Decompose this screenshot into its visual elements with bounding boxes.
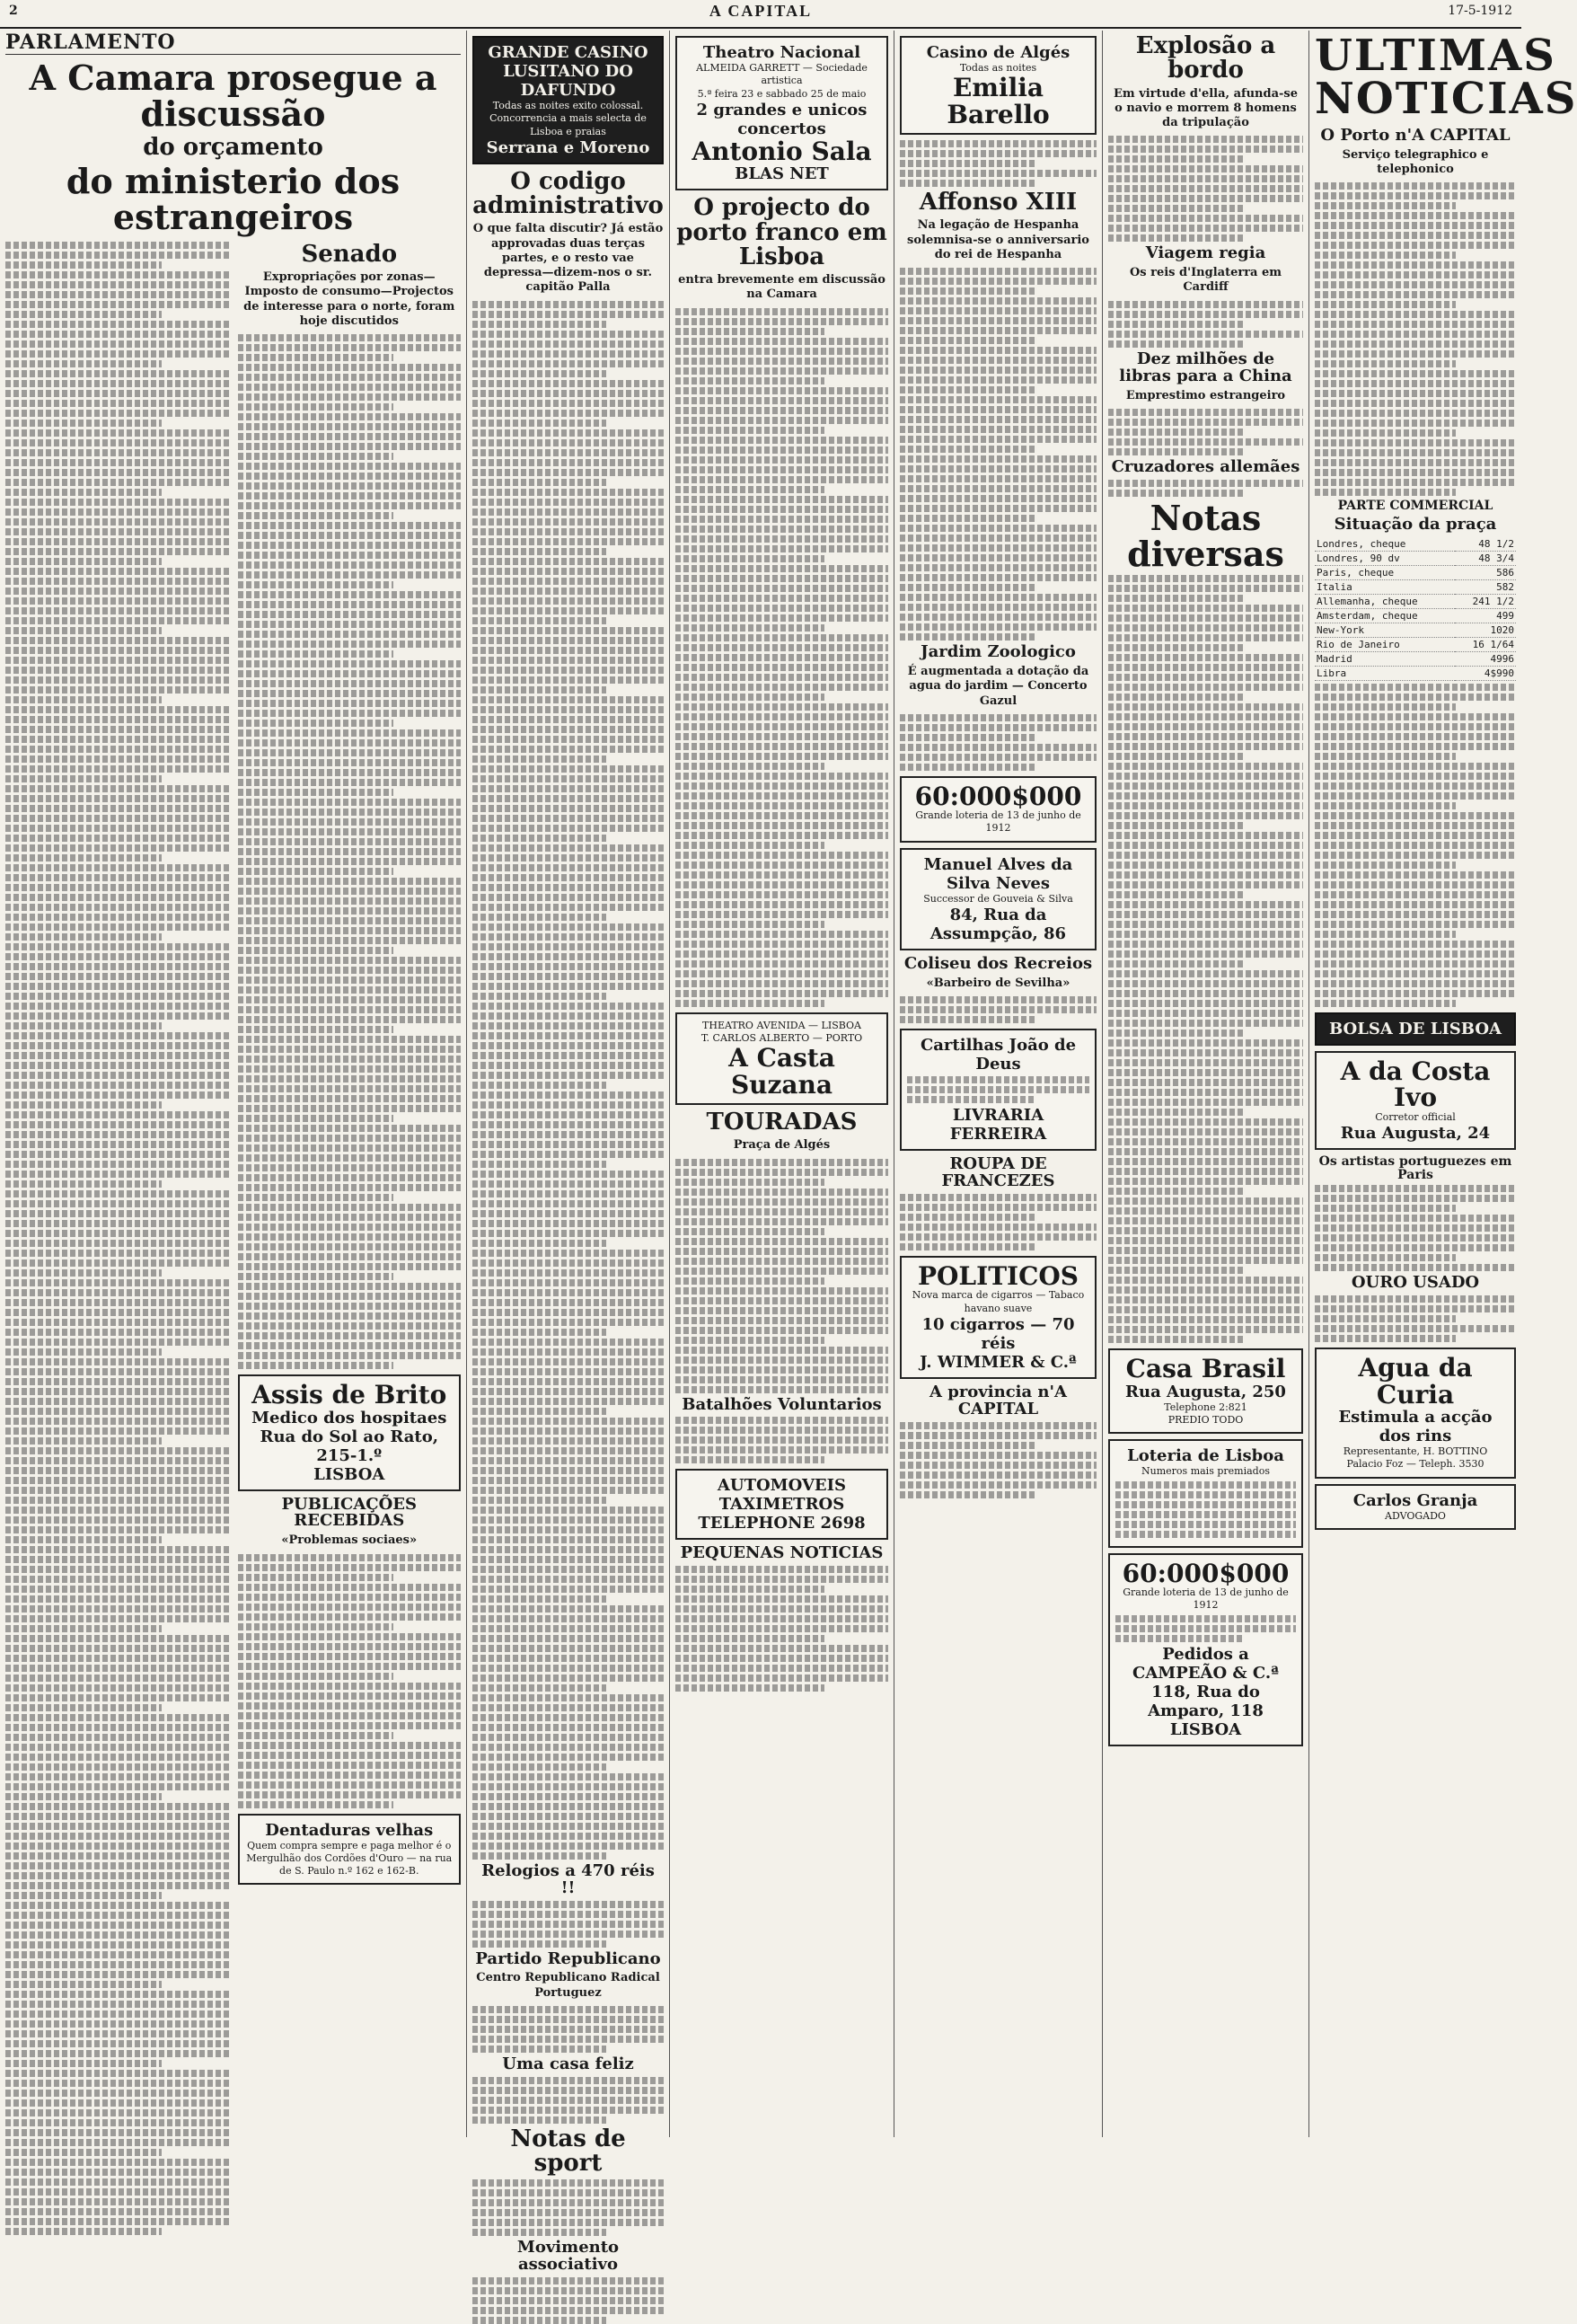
ad-costa-ivo: [1315, 1051, 1516, 1150]
alges-title: Casino de Algés: [926, 43, 1070, 62]
viagem-title: Viagem regia: [1145, 243, 1266, 263]
costa-subtitle: Corretor official: [1375, 1110, 1456, 1123]
ouro-title: OURO USADO: [1351, 1273, 1480, 1293]
casa-feliz-title: Uma casa feliz: [502, 2054, 634, 2073]
coliseu-subtitle: «Barbeiro de Sevilha»: [926, 976, 1070, 990]
theatro-subtitle: ALMEIDA GARRETT — Sociedade artistica: [696, 62, 868, 87]
cambio-row: [1315, 565, 1516, 579]
codigo-title: O codigo administrativo: [472, 167, 664, 220]
porto-franco-subtitle: entra brevemente em discussão na Camara: [678, 273, 885, 302]
cambio-place: Paris, cheque: [1315, 565, 1455, 579]
porto-franco-title: O projecto do porto franco em Lisboa: [676, 194, 887, 270]
column-parlamento: [0, 31, 467, 2137]
theatro-show: 2 grandes e unicos concertos: [696, 100, 868, 138]
cambio-place: Londres, cheque: [1315, 537, 1455, 552]
explosao-title: Explosão a bordo: [1135, 32, 1276, 84]
casino-title: GRANDE CASINO LUSITANO DO DAFUNDO: [488, 43, 648, 100]
cambio-row: [1315, 651, 1516, 666]
curia-representative: Representante, H. BOTTINO: [1343, 1445, 1488, 1458]
politicos-price: 10 cigarros — 70 réis: [921, 1314, 1075, 1353]
cambio-row: [1315, 594, 1516, 608]
relogios-title: Relogios a 470 réis !!: [481, 1860, 655, 1897]
alges-performer: Emilia Barello: [947, 73, 1050, 129]
cambio-rate: 1020: [1455, 623, 1516, 637]
granja-title: Carlos Granja: [1352, 1490, 1478, 1510]
cambio-row: [1315, 579, 1516, 594]
ad-politicos: [900, 1256, 1097, 1379]
milhoes-title: Dez milhões de libras para a China: [1119, 349, 1292, 385]
costa-address: Rua Augusta, 24: [1340, 1124, 1491, 1144]
ad-cartilhas: [900, 1029, 1097, 1151]
issue-date: 17-5-1912: [1448, 4, 1512, 18]
dentaduras-title: Dentaduras velhas: [265, 1820, 434, 1840]
movimento-title: Movimento associativo: [516, 2238, 620, 2275]
ad-casa-brasil: [1108, 1348, 1303, 1434]
touradas-title: TOURADAS: [706, 1109, 858, 1136]
cambio-rate: 48 3/4: [1455, 551, 1516, 565]
assis-address: Rua do Sol ao Rato, 215-1.º: [260, 1427, 438, 1465]
column-4: [894, 31, 1103, 2137]
cambio-rate: 16 1/64: [1455, 637, 1516, 651]
politicos-title: POLITICOS: [917, 1260, 1079, 1291]
cambio-row: [1315, 623, 1516, 637]
neves-address: 84, Rua da Assumpção, 86: [929, 906, 1067, 944]
explosao-subtitle: Em virtude d'ella, afunda-se o navio e morrem 8 homens da tripulação: [1114, 86, 1298, 130]
cambio-place: Libra: [1315, 666, 1455, 680]
curia-subtitle: Estimula a acção dos rins: [1338, 1408, 1493, 1446]
ad-bolsa-lisboa: [1315, 1012, 1516, 1046]
ad-theatro-avenida: [675, 1012, 888, 1105]
campeao-city: LISBOA: [1169, 1719, 1242, 1739]
theatro-date: 5.ª feira 23 e sabbado 25 de maio: [697, 87, 867, 100]
casino-text: Todas as noites exito colossal. Concorrencia a mais selecta de Lisboa e praias: [489, 100, 647, 137]
ad-automoveis: [675, 1469, 888, 1540]
afonso-subtitle: Na legação de Hespanha solemnisa-se o anniversario do rei de Hespanha: [907, 218, 1089, 261]
viagem-subtitle: Os reis d'Inglaterra em Cardiff: [1129, 266, 1282, 295]
cambio-row: [1315, 551, 1516, 565]
milhoes-subtitle: Emprestimo estrangeiro: [1125, 388, 1286, 402]
cambio-place: New-York: [1315, 623, 1455, 637]
cambio-rate: 48 1/2: [1455, 537, 1516, 552]
cambio-rate: 499: [1455, 608, 1516, 623]
casa-brasil-title: Casa Brasil: [1125, 1354, 1286, 1384]
campeao-title: Pedidos a CAMPEÃO & C.ª: [1132, 1644, 1279, 1683]
cambio-place: Amsterdam, cheque: [1315, 608, 1455, 623]
avenida-show: A Casta Suzana: [728, 1043, 835, 1100]
politicos-maker: J. WIMMER & C.ª: [920, 1352, 1077, 1372]
cambio-place: Madrid: [1315, 651, 1455, 666]
avenida-title: THEATRO AVENIDA — LISBOA: [702, 1019, 861, 1031]
notas-diversas-title: Notas diversas: [1127, 497, 1284, 574]
assis-role: Medico dos hospitaes: [251, 1408, 447, 1427]
porto-capital-subtitle: Serviço telegraphico e telephonico: [1342, 147, 1489, 177]
codigo-subtitle: O que falta discutir? Já estão approvadas duas terças partes, e o resto vae depressa—dizem-nos o sr. capitão Palla: [472, 222, 664, 295]
casa-brasil-tag: PREDIO TODO: [1167, 1414, 1244, 1427]
coliseu-title: Coliseu dos Recreios: [903, 954, 1093, 974]
cambio-place: Italia: [1315, 579, 1455, 594]
loteria-lisboa-title: Loteria de Lisboa: [1127, 1446, 1284, 1466]
parlamento-left-text: [5, 239, 229, 2238]
column-2: [467, 31, 670, 2275]
cambio-rate: 4$990: [1455, 666, 1516, 680]
roupa-title: ROUPA DE FRANCEZES: [941, 1154, 1055, 1191]
neves-name: Manuel Alves da Silva Neves: [923, 854, 1073, 893]
situacao-title: Situação da praça: [1334, 515, 1497, 535]
senado-article: [238, 239, 462, 2238]
casa-brasil-address: Rua Augusta, 250: [1125, 1382, 1286, 1401]
column-6: [1309, 31, 1577, 2137]
avenida-subtitle: T. CARLOS ALBERTO — PORTO: [700, 1031, 863, 1044]
ad-agua-curia: [1315, 1348, 1516, 1478]
big-loteria-amount: 60:000$000: [1122, 1558, 1290, 1588]
cambio-place: Allemanha, cheque: [1315, 594, 1455, 608]
campeao-address: 118, Rua do Amparo, 118: [1148, 1682, 1264, 1720]
senado-subtitle: Expropriações por zonas—Imposto de consumo—Projectos de interesse para o norte, foram hoje discutidos: [243, 270, 455, 328]
senado-title: Senado: [301, 240, 398, 268]
dentaduras-text: Quem compra sempre e paga melhor é o Mergulhão dos Cordões d'Ouro — na rua de S. Paulo n.º 162 e 162-B.: [246, 1839, 453, 1878]
ad-loteria-lisboa: [1108, 1439, 1303, 1547]
costa-title: A da Costa Ivo: [1340, 1056, 1491, 1113]
jardim-title: Jardim Zoologico: [921, 642, 1076, 662]
section-label: PARLAMENTO: [5, 31, 461, 55]
jardim-subtitle: É augmentada a dotação da agua do jardim — Concerto Gazul: [907, 665, 1089, 708]
partido-title: Partido Republicano: [475, 1948, 661, 1968]
cambios-body: [1315, 537, 1516, 681]
column-5: [1103, 31, 1309, 2137]
automoveis-phone: TELEPHONE 2698: [698, 1514, 866, 1533]
publicacoes-title: PUBLICAÇÕES RECEBIDAS: [281, 1494, 418, 1531]
headline-camara: A Camara prosegue a discussão: [29, 57, 437, 134]
page-number: 2: [9, 4, 18, 18]
cambio-rate: 4996: [1455, 651, 1516, 666]
headline-ministerio: do ministerio dos estrangeiros: [66, 161, 401, 237]
batalhoes-title: Batalhões Voluntarios: [682, 1394, 882, 1414]
loteria-subtitle: Grande loteria de 13 de junho de 1912: [915, 809, 1081, 835]
curia-title: Agua da Curia: [1358, 1353, 1473, 1409]
ad-assis-de-brito: [238, 1374, 462, 1490]
ad-theatro-nacional: [675, 36, 888, 190]
pequenas-title: PEQUENAS NOTICIAS: [680, 1543, 884, 1563]
cambio-rate: 582: [1455, 579, 1516, 594]
loteria-amount: 60:000$000: [914, 781, 1082, 811]
publicacoes-subtitle: «Problemas sociaes»: [281, 1533, 418, 1548]
theatro-title: Theatro Nacional: [702, 43, 861, 62]
ad-casino-alges: [900, 36, 1097, 135]
cruzadores-title: Cruzadores allemães: [1111, 456, 1300, 476]
sport-title: Notas de sport: [510, 2125, 626, 2178]
big-loteria-subtitle: Grande loteria de 13 de junho de 1912: [1123, 1586, 1289, 1612]
cambio-row: [1315, 537, 1516, 552]
ultimas-title: ULTIMAS NOTICIAS: [1315, 31, 1577, 124]
headline-orcamento: do orçamento: [143, 133, 323, 161]
assis-city: LISBOA: [313, 1464, 385, 1484]
porto-capital-title: O Porto n'A CAPITAL: [1320, 126, 1511, 145]
casino-names: Serrana e Moreno: [486, 137, 650, 157]
newspaper-title: A CAPITAL: [709, 2, 813, 20]
cambio-rate: 586: [1455, 565, 1516, 579]
theatro-performer-2: BLAS NET: [735, 164, 829, 184]
casa-brasil-phone: Telephone 2:821: [1164, 1401, 1247, 1413]
bolsa-title: BOLSA DE LISBOA: [1329, 1019, 1502, 1038]
artistas-title: Os artistas portuguezes em Paris: [1318, 1154, 1512, 1182]
ad-manuel-neves: [900, 848, 1097, 950]
ad-big-loteria: [1108, 1553, 1303, 1746]
ad-loteria-60000: [900, 776, 1097, 843]
cambios-table: [1315, 537, 1516, 681]
alges-subtitle: Todas as noites: [959, 62, 1037, 74]
automoveis-title: AUTOMOVEIS TAXIMETROS: [717, 1476, 847, 1515]
masthead: [0, 0, 1521, 29]
curia-address: Palacio Foz — Teleph. 3530: [1346, 1458, 1484, 1471]
politicos-subtitle: Nova marca de cigarros — Tabaco havano suave: [912, 1289, 1085, 1314]
ad-casino-lusitano: [472, 36, 664, 164]
cambio-place: Rio de Janeiro: [1315, 637, 1455, 651]
touradas-subtitle: Praça de Algés: [733, 1138, 831, 1153]
cambio-place: Londres, 90 dv: [1315, 551, 1455, 565]
ad-carlos-granja: [1315, 1484, 1516, 1530]
granja-subtitle: ADVOGADO: [1385, 1509, 1446, 1522]
column-3: [670, 31, 894, 2137]
ad-dentaduras: [238, 1814, 462, 1886]
loteria-lisboa-subtitle: Numeros mais premiados: [1141, 1465, 1270, 1478]
assis-name: Assis de Brito: [251, 1380, 447, 1410]
parte-commercial-title: PARTE COMMERCIAL: [1337, 499, 1493, 514]
cambio-rate: 241 1/2: [1455, 594, 1516, 608]
parlamento-body: [5, 239, 461, 2238]
partido-subtitle: Centro Republicano Radical Portuguez: [476, 1971, 660, 2000]
cambio-row: [1315, 608, 1516, 623]
cambio-row: [1315, 666, 1516, 680]
theatro-performer: Antonio Sala: [692, 136, 872, 166]
neves-successor: Successor de Gouveia & Silva: [923, 892, 1073, 905]
provincia-title: A provincia n'A CAPITAL: [929, 1382, 1067, 1418]
afonso-title: Affonso XIII: [919, 189, 1078, 216]
cartilhas-title: Cartilhas João de Deus: [920, 1036, 1077, 1074]
cambio-row: [1315, 637, 1516, 651]
livraria-title: LIVRARIA FERREIRA: [949, 1106, 1047, 1144]
